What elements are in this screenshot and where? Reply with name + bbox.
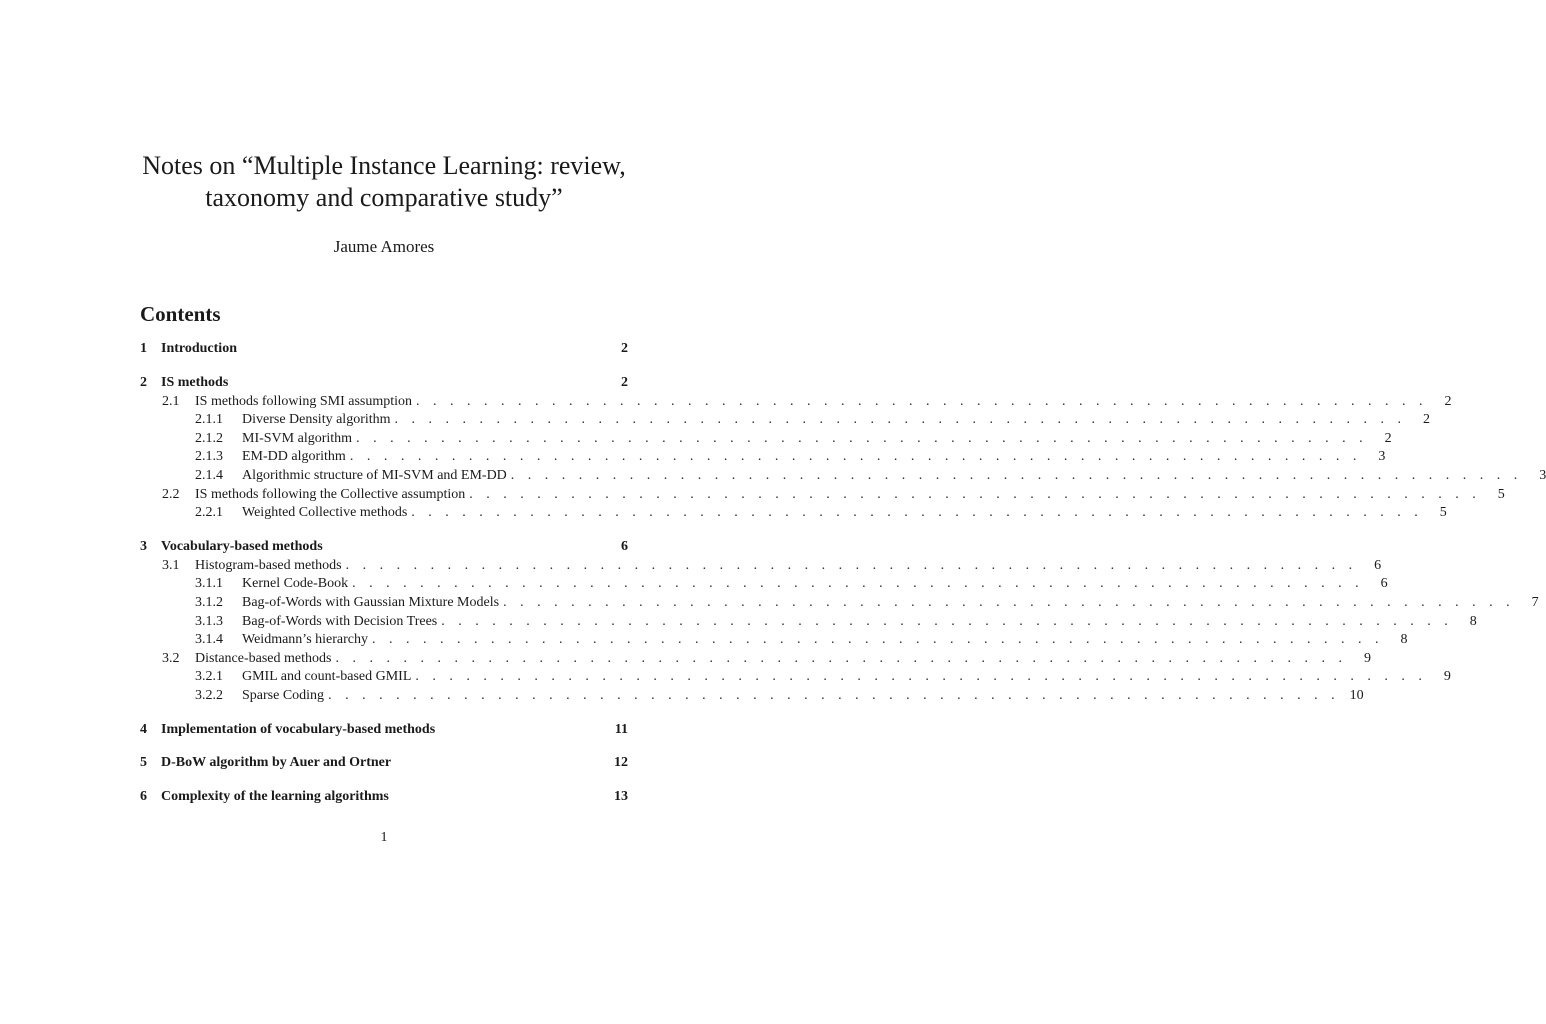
toc-entry-title: GMIL and count-based GMIL [242,669,412,685]
toc-entry-number: 3.1.1 [195,576,223,592]
toc-entry-number: 2.2 [162,486,180,502]
toc-entry-title: MI-SVM algorithm [242,430,353,446]
toc-entry-title: Weidmann’s hierarchy [242,632,368,648]
toc-entry-page: 9 [1363,650,1371,666]
toc-entry [140,448,1386,466]
toc-entry-page: 11 [614,721,628,737]
toc-entry [140,393,1452,411]
toc-entry [140,504,1447,522]
toc-entry-number: 3.1.4 [195,632,223,648]
toc-entry-dot-leader: . . . . . . . . . . . . . . . . . . . . . . . . . . . . . . . . . . . . . . . . . . . . . . . . . . . . . . . . . . . . [416,393,1428,409]
toc-entry-page: 2 [621,341,628,356]
toc-entry-number: 2.1.2 [195,430,223,446]
toc-entry-title: Bag-of-Words with Gaussian Mixture Models [242,595,500,610]
document-author: Jaume Amores [333,237,435,256]
toc-entry-title: IS methods following the Collective assumption [195,486,466,502]
toc-entry [140,631,1408,649]
toc-entry [140,788,628,806]
toc-entry-title: Histogram-based methods [195,557,342,573]
toc-entry-page: 2 [1384,430,1392,446]
toc-entry [140,467,1546,485]
toc-entry [140,754,628,772]
toc-entry-page: 2 [1423,412,1431,428]
toc-entry-dot-leader: . . . . . . . . . . . . . . . . . . . . . . . . . . . . . . . . . . . . . . . . . . . . . . . . . . . . . . . . . . . . [335,650,1347,666]
toc-entry-page: 3 [1539,468,1546,483]
toc-entry-page: 5 [1439,505,1447,521]
toc-entry-number: 3 [140,538,147,554]
toc-entry-dot-leader: . . . . . . . . . . . . . . . . . . . . . . . . . . . . . . . . . . . . . . . . . . . . . . . . . . . . . . . . . . . . [441,613,1453,629]
toc-entry-title: Sparse Coding [242,688,325,703]
toc-entry-number: 5 [140,755,147,771]
toc-entry-number: 2.1.3 [195,449,223,465]
toc-entry-title: Implementation of vocabulary-based methods [161,721,436,737]
toc-entry-page: 6 [621,538,628,554]
toc-entry [140,411,1431,429]
toc-entry-page: 8 [1400,632,1408,648]
toc-entry-title: Vocabulary-based methods [161,538,323,554]
toc-entry-number: 2.2.1 [195,505,223,521]
toc-entry [140,613,1477,631]
toc-entry-title: Distance-based methods [195,650,332,666]
toc-entry-dot-leader: . . . . . . . . . . . . . . . . . . . . . . . . . . . . . . . . . . . . . . . . . . . . . . . . . . . . . . . . . . . . [469,486,1481,502]
toc-entry-title: IS methods following SMI assumption [195,393,413,409]
document-title-line-2: taxonomy and comparative study” [205,183,563,212]
toc-entry [140,486,1505,504]
toc-entry-page: 10 [1349,688,1364,703]
toc-entry-page: 3 [1378,449,1386,465]
toc-entry-number: 3.2.1 [195,669,223,685]
toc-entry-title: Kernel Code-Book [242,576,349,592]
toc-entry-number: 1 [140,341,147,356]
toc-entry-title: Diverse Density algorithm [242,412,391,428]
toc-entry-number: 2.1 [162,393,180,409]
toc-entry-number: 3.1 [162,557,180,573]
toc-entry-dot-leader: . . . . . . . . . . . . . . . . . . . . . . . . . . . . . . . . . . . . . . . . . . . . . . . . . . . . . . . . . . . . [510,468,1523,483]
toc-entry-dot-leader: . . . . . . . . . . . . . . . . . . . . . . . . . . . . . . . . . . . . . . . . . . . . . . . . . . . . . . . . . . . . [372,632,1384,648]
toc-entry [140,668,1451,686]
toc-entry-page: 8 [1469,613,1477,629]
toc-entry-dot-leader: . . . . . . . . . . . . . . . . . . . . . . . . . . . . . . . . . . . . . . . . . . . . . . . . . . . . . . . . . . . . [352,576,1364,592]
toc-entry-dot-leader: . . . . . . . . . . . . . . . . . . . . . . . . . . . . . . . . . . . . . . . . . . . . . . . . . . . . . . . . . . . . [345,557,1358,573]
toc-entry-page: 7 [1531,595,1539,610]
toc-entry-dot-leader: . . . . . . . . . . . . . . . . . . . . . . . . . . . . . . . . . . . . . . . . . . . . . . . . . . . . . . . . . . . . [356,430,1368,446]
page-number: 1 [380,830,388,845]
toc-entry [140,430,1392,448]
contents-heading: Contents [140,302,221,326]
toc-entry-page: 2 [1444,393,1452,409]
toc-entry-number: 2.1.1 [195,412,223,428]
toc-entry-number: 2.1.4 [195,468,223,483]
toc-entry-number: 3.2 [162,650,180,666]
toc-entry-page: 12 [614,755,628,771]
toc-entry [140,687,1364,705]
toc-entry [140,575,1388,593]
document-title-line-1: Notes on “Multiple Instance Learning: review, [142,151,626,180]
toc-entry [140,594,1539,612]
toc-entry-dot-leader: . . . . . . . . . . . . . . . . . . . . . . . . . . . . . . . . . . . . . . . . . . . . . . . . . . . . . . . . . . . . [328,688,1340,703]
toc-entry-dot-leader: . . . . . . . . . . . . . . . . . . . . . . . . . . . . . . . . . . . . . . . . . . . . . . . . . . . . . . . . . . . . [411,505,1423,521]
toc-entry-number: 6 [140,788,147,804]
toc-entry-number: 4 [140,721,147,737]
toc-entry-number: 3.2.2 [195,688,223,703]
toc-entry-page: 6 [1380,576,1388,592]
toc-entry-title: Algorithmic structure of MI-SVM and EM-DD [242,468,507,483]
toc-entry-title: Bag-of-Words with Decision Trees [242,613,438,629]
toc-entry-number: 3.1.2 [195,595,223,610]
toc-entry-number: 3.1.3 [195,613,223,629]
toc-entry-dot-leader: . . . . . . . . . . . . . . . . . . . . . . . . . . . . . . . . . . . . . . . . . . . . . . . . . . . . . . . . . . . . [415,669,1427,685]
toc-entry-page: 6 [1374,557,1382,573]
toc-entry-dot-leader: . . . . . . . . . . . . . . . . . . . . . . . . . . . . . . . . . . . . . . . . . . . . . . . . . . . . . . . . . . . . [394,412,1407,428]
toc-entry [140,557,1382,575]
toc-entry-page: 5 [1497,486,1505,502]
toc-entry-title: D-BoW algorithm by Auer and Ortner [161,755,392,771]
toc-entry [140,721,628,739]
toc-entry-page: 9 [1443,669,1451,685]
toc-entry-dot-leader: . . . . . . . . . . . . . . . . . . . . . . . . . . . . . . . . . . . . . . . . . . . . . . . . . . . . . . . . . . . . [503,595,1515,610]
toc-entry [140,538,628,556]
toc-entry-title: Complexity of the learning algorithms [161,788,389,804]
toc-entry-dot-leader: . . . . . . . . . . . . . . . . . . . . . . . . . . . . . . . . . . . . . . . . . . . . . . . . . . . . . . . . . . . . [349,449,1362,465]
toc-entry-title: IS methods [161,374,229,390]
toc-entry-page: 13 [614,788,628,804]
toc-entry [140,340,628,358]
toc-entry-page: 2 [621,374,628,390]
toc-entry-number: 2 [140,374,147,390]
toc-entry [140,374,628,392]
toc-entry [140,650,1371,668]
toc-entry-title: Weighted Collective methods [242,505,408,521]
toc-entry-title: Introduction [161,341,237,356]
toc-entry-title: EM-DD algorithm [242,449,346,465]
